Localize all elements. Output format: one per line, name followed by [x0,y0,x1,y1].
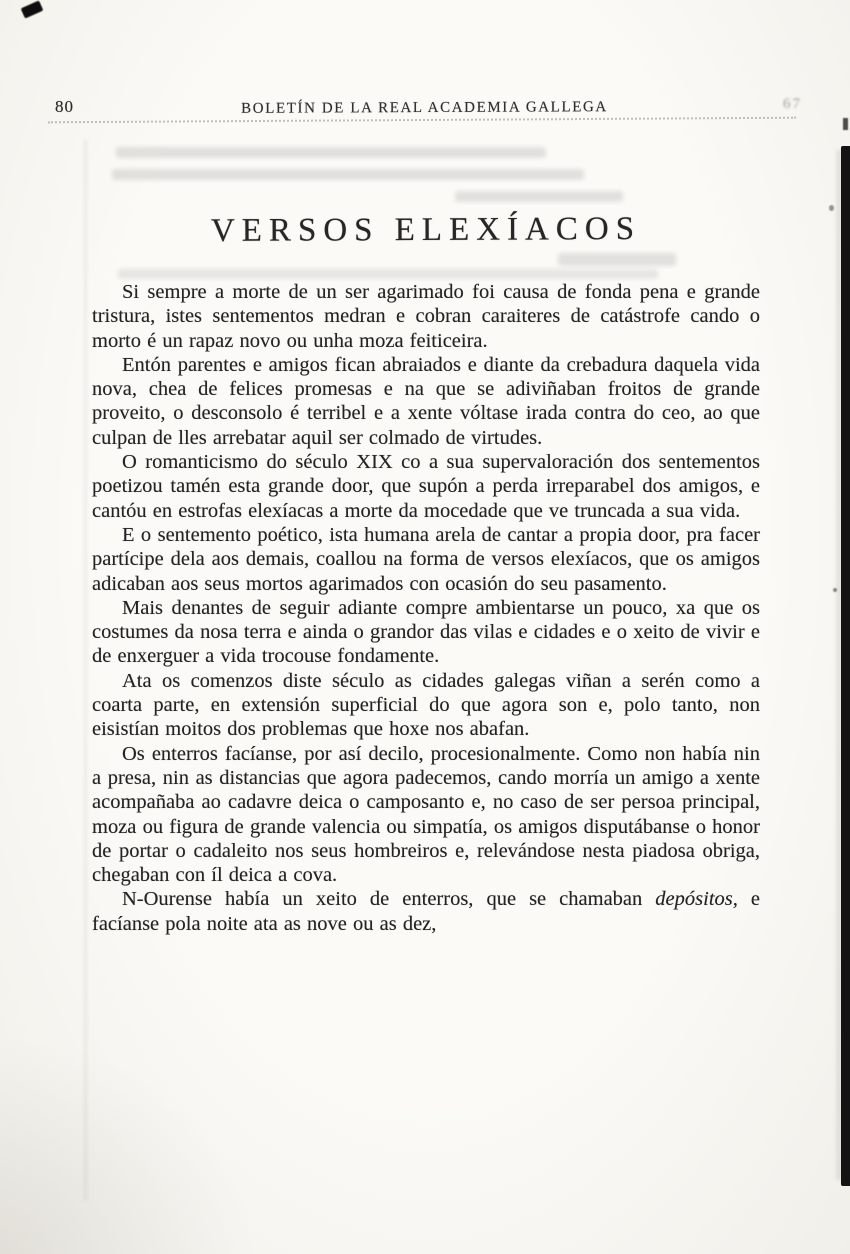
bleedthrough-smudge [455,191,623,202]
scan-speck [829,205,834,211]
paragraph-segment: O romanticismo do século XIX co a sua supervaloración dos sentementos poetizou tamén esta grande door, que supón a perda irreparabel dos amigos, e cantóu en estrofas elexíacas a morte da mocedade que ve truncada a sua vida. [92,451,760,522]
paragraph [92,887,760,936]
paragraph [92,669,760,742]
running-header: BOLETÍN DE LA REAL ACADEMIA GALLEGA [241,99,608,117]
paragraph-segment: E o sentemento poético, ista humana arela de cantar a propia door, pra facer partícipe dela aos demais, coallou na forma de versos elexíacos, que os amigos adicaban aos seus mortos agarimados con ocasión do seu pasamento. [92,523,760,595]
header-smudge-text: 67 [783,96,802,112]
paragraph [92,523,760,596]
paragraph-segment: e facíanse pola noite ata as nove ou as dez, [92,888,760,935]
page-header [55,97,775,117]
paragraph [92,450,760,523]
article [92,212,760,936]
scan-fold-shadow [84,140,87,1200]
paragraph-segment: Os enterros facíanse, por así decilo, procesionalmente. Como non había nin a presa, nin as distancias que agora padecemos, cando morría un amigo a xente acompañaba ao cadavre deica o camposanto e, no caso de ser persoa principal, moza ou figura de grande valencia ou simpatía, os amigos disputábanse o honor de portar o cadaleito nos seus hombreiros e, relevándose nesta piadosa obriga, chegaban con íl deica a cova. [92,742,760,887]
paragraph [92,596,760,669]
scan-speck [833,588,837,592]
scan-corner-shade [0,1034,260,1254]
paragraph-segment: N-Ourense había un xeito de enterros, que se chamaban [122,888,656,911]
paragraph-segment: Mais denantes de seguir adiante compre ambientarse un pouco, xa que os costumes da nosa terra e ainda o grandor das vilas e cidades e o xeito de vivir e de enxerguer a vida trocouse fondamente. [92,596,760,668]
bleedthrough-smudge [116,147,546,158]
paragraph [92,353,760,450]
scan-edge-artifact [841,146,850,1186]
paragraph-segment: Ata os comenzos diste século as cidades galegas viñan a serén como a coarta parte, en extensión superficial do que agora son e, polo tanto, non eisistían moitos dos problemas que hoxe nos abafan. [92,669,760,741]
paragraph [92,742,760,888]
article-title: VERSOS ELEXÍACOS [210,211,642,249]
scan-speck [843,118,848,130]
bleedthrough-smudge [112,169,584,180]
article-body [92,280,760,936]
paragraph [92,280,760,353]
page-number: 80 [55,97,74,116]
scan-corner-mark [21,0,44,18]
paragraph-segment: Si sempre a morte de un ser agarimado foi causa de fonda pena e grande tristura, istes sentementos medran e cobran caraiteres de catástrofe cando o morto é un rapaz novo ou unha moza feiticeira. [92,281,760,352]
paragraph-segment: Entón parentes e amigos fican abraiados e diante da crebadura daquela vida nova, chea de felices promesas e na que se adiviñaban froitos de grande proveito, o desconsolo é terribel e a xente vóltase irada contra do ceo, ao que culpan de lles arrebatar aquil ser colmado de virtudes. [92,353,760,449]
paragraph-italic-segment: depósitos, [655,888,738,911]
